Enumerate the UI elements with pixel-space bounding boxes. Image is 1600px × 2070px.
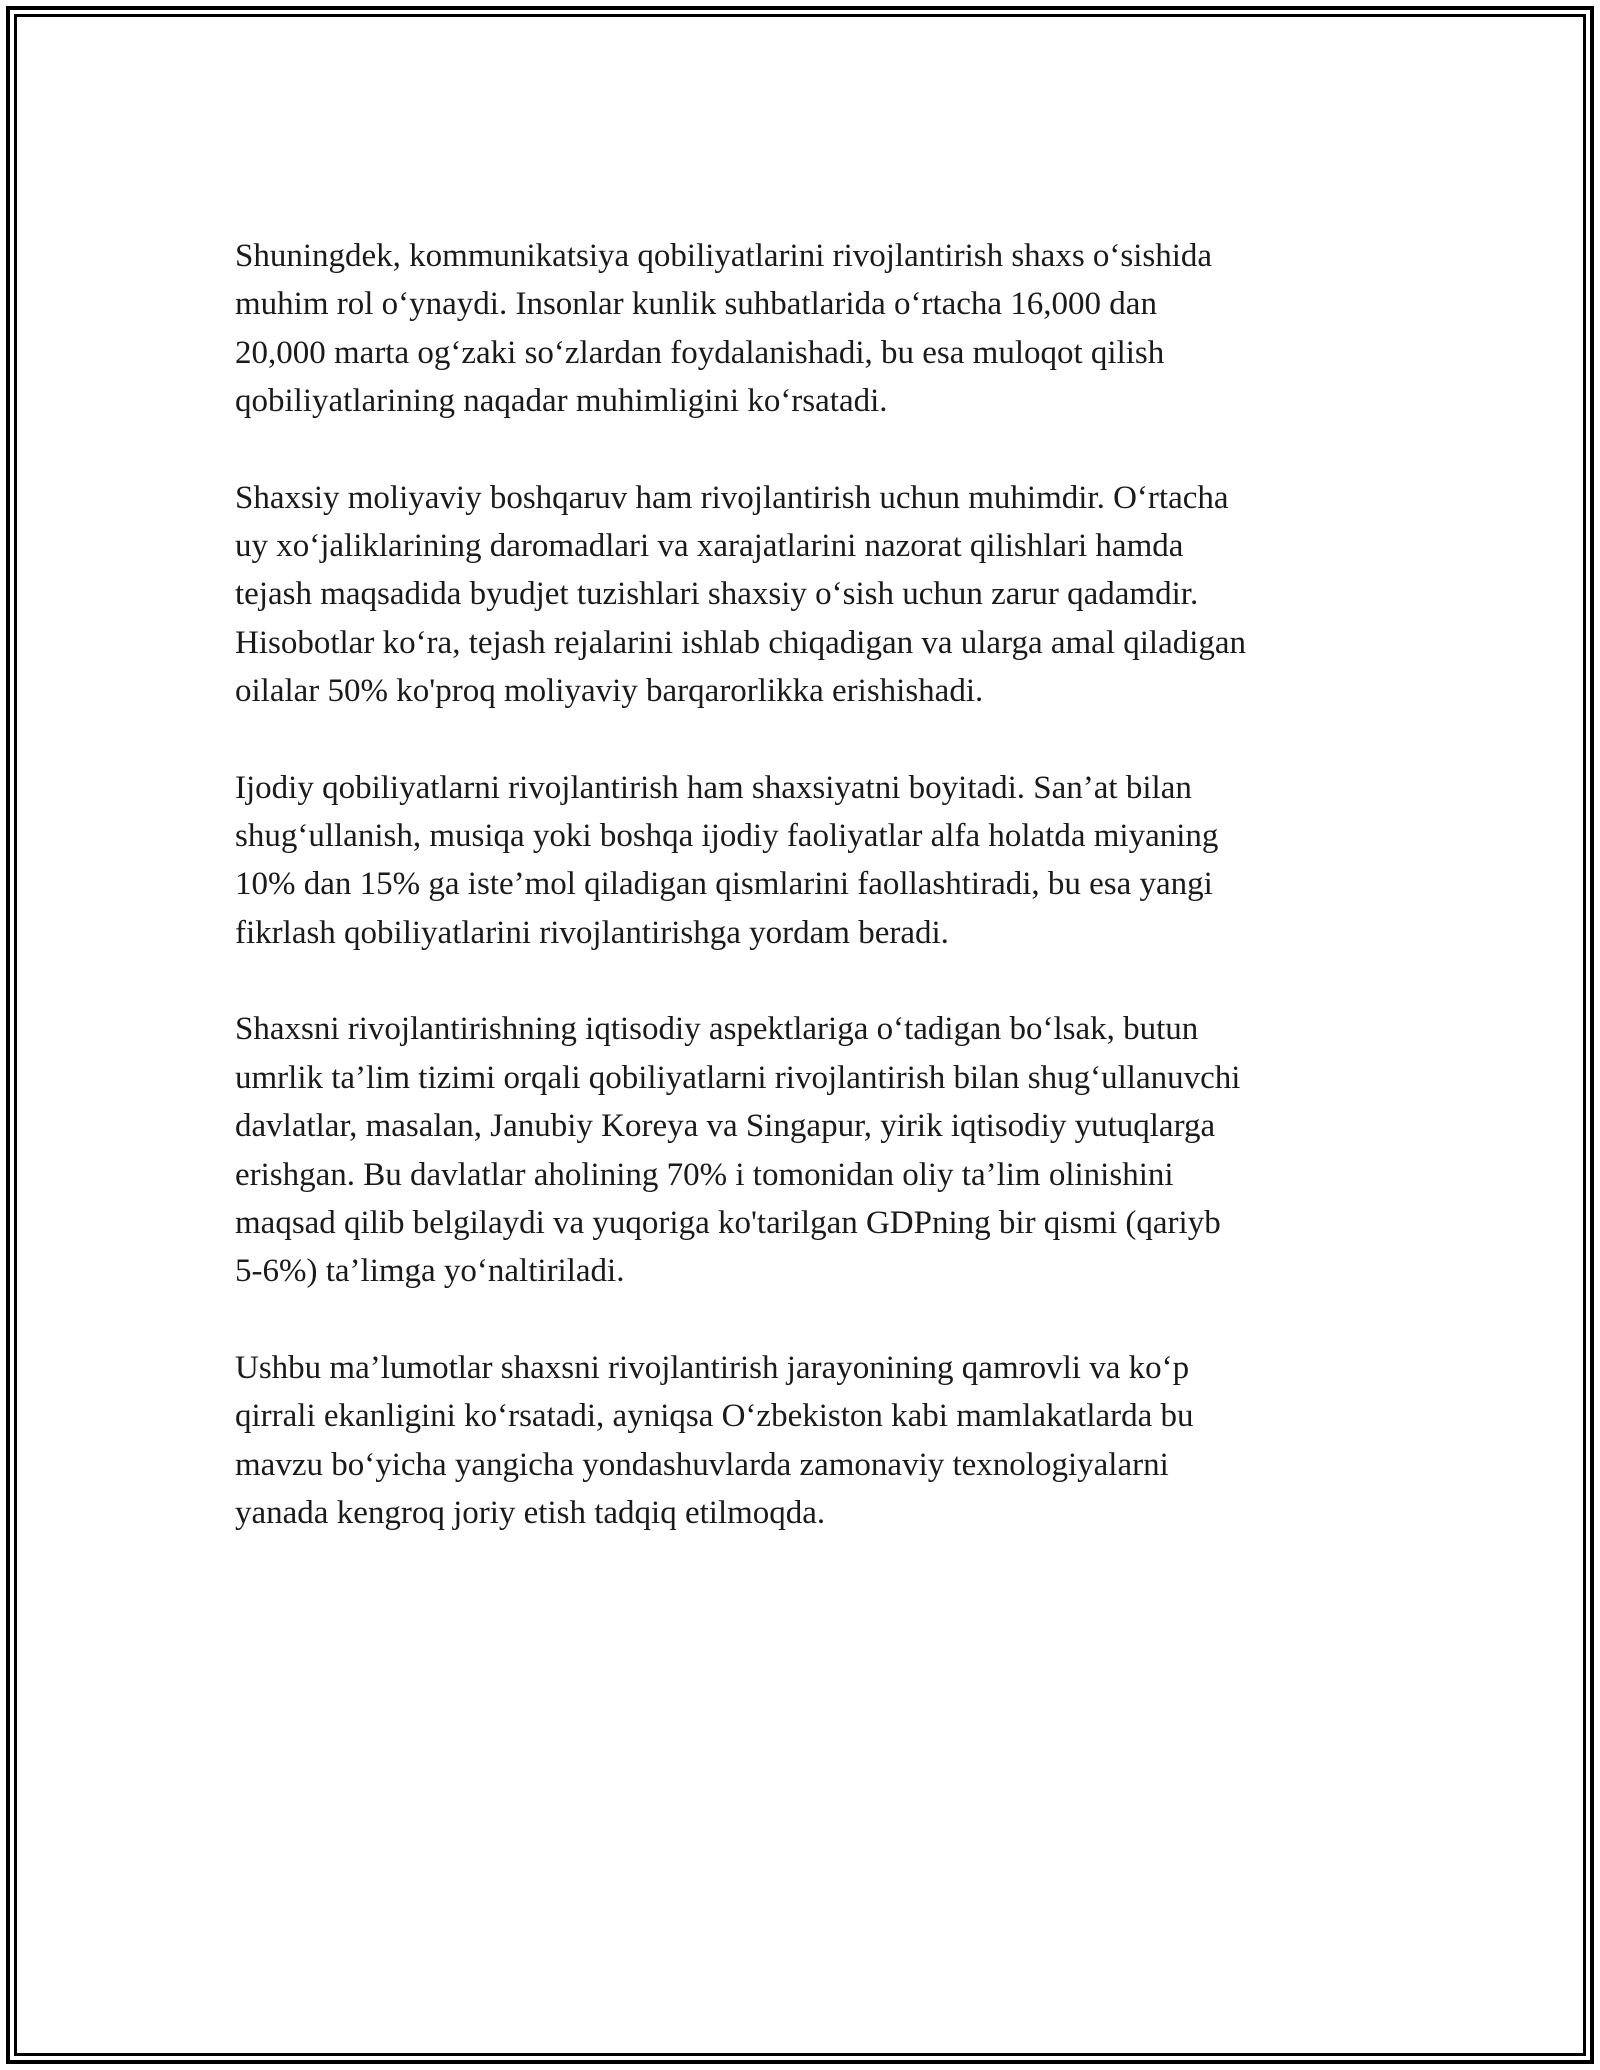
paragraph-communication-skills bbox=[235, 232, 1365, 426]
paragraph-conclusion bbox=[235, 1344, 1365, 1538]
text-line: uy xo‘jaliklarining daromadlari va xarajatlarini nazorat qilishlari hamda bbox=[235, 528, 1184, 565]
text-line: Shaxsiy moliyaviy boshqaruv ham rivojlantirish uchun muhimdir. O‘rtacha bbox=[235, 479, 1229, 516]
text-line: shug‘ullanish, musiqa yoki boshqa ijodiy faoliyatlar alfa holatda miyaning bbox=[235, 818, 1219, 855]
text-line: mavzu bo‘yicha yangicha yondashuvlarda zamonaviy texnologiyalarni bbox=[235, 1446, 1169, 1483]
text-line: erishgan. Bu davlatlar aholining 70% i tomonidan oliy ta’lim olinishini bbox=[235, 1156, 1174, 1193]
text-line: qirrali ekanligini ko‘rsatadi, ayniqsa O‘zbekiston kabi mamlakatlarda bu bbox=[235, 1398, 1194, 1435]
text-line: tejash maqsadida byudjet tuzishlari shaxsiy o‘sish uchun zarur qadamdir. bbox=[235, 576, 1199, 613]
text-line: 20,000 marta og‘zaki so‘zlardan foydalanishadi, bu esa muloqot qilish bbox=[235, 334, 1165, 371]
text-line: qobiliyatlarining naqadar muhimligini ko‘rsatadi. bbox=[235, 383, 888, 420]
text-line: 5-6%) ta’limga yo‘naltiriladi. bbox=[235, 1253, 625, 1290]
text-line: oilalar 50% ko'proq moliyaviy barqarorlikka erishishadi. bbox=[235, 673, 984, 710]
text-line: Hisobotlar ko‘ra, tejash rejalarini ishlab chiqadigan va ularga amal qiladigan bbox=[235, 624, 1247, 661]
document-body bbox=[235, 232, 1365, 1585]
text-line: maqsad qilib belgilaydi va yuqoriga ko'tarilgan GDPning bir qismi (qariyb bbox=[235, 1204, 1221, 1241]
text-line: 10% dan 15% ga iste’mol qiladigan qismlarini faollashtiradi, bu esa yangi bbox=[235, 866, 1213, 903]
text-line: yanada kengroq joriy etish tadqiq etilmoqda. bbox=[235, 1494, 826, 1531]
text-line: Shuningdek, kommunikatsiya qobiliyatlarini rivojlantirish shaxs o‘sishida bbox=[235, 238, 1213, 274]
text-line: muhim rol o‘ynaydi. Insonlar kunlik suhbatlarida o‘rtacha 16,000 dan bbox=[235, 286, 1157, 323]
text-line: Shaxsni rivojlantirishning iqtisodiy aspektlariga o‘tadigan bo‘lsak, butun bbox=[235, 1011, 1199, 1048]
paragraph-economic-aspects bbox=[235, 1005, 1365, 1295]
text-line: Ijodiy qobiliyatlarni rivojlantirish ham shaxsiyatni boyitadi. San’at bilan bbox=[235, 769, 1192, 806]
text-line: fikrlash qobiliyatlarini rivojlantirishga yordam beradi. bbox=[235, 914, 949, 951]
text-line: davlatlar, masalan, Janubiy Koreya va Singapur, yirik iqtisodiy yutuqlarga bbox=[235, 1108, 1216, 1145]
paragraph-personal-finance bbox=[235, 474, 1365, 716]
text-line: umrlik ta’lim tizimi orqali qobiliyatlarni rivojlantirish bilan shug‘ullanuvchi bbox=[235, 1059, 1241, 1096]
paragraph-creative-abilities bbox=[235, 764, 1365, 958]
text-line: Ushbu ma’lumotlar shaxsni rivojlantirish jarayonining qamrovli va ko‘p bbox=[235, 1349, 1190, 1386]
